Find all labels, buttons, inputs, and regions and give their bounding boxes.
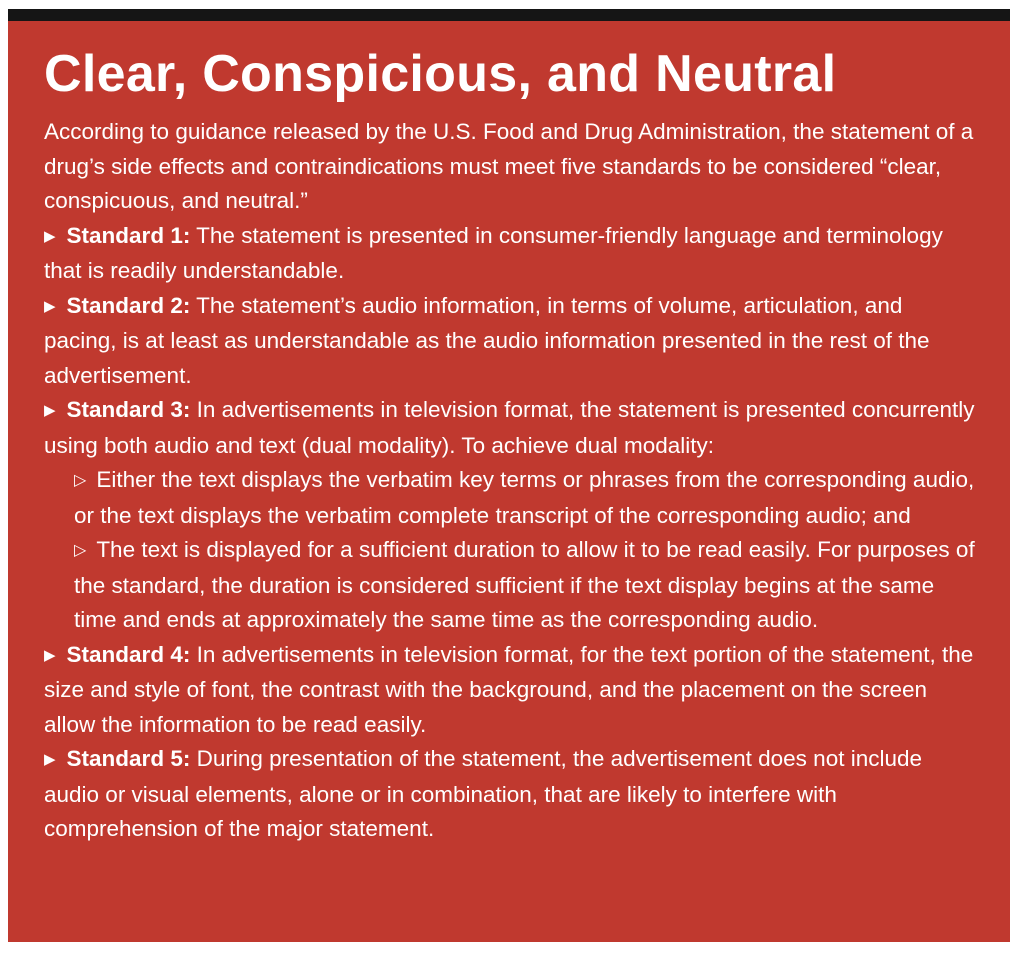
standard-3-item (44, 393, 980, 463)
box-title: Clear, Conspicious, and Neutral (44, 45, 837, 103)
standard-1-label: Standard 1: (66, 222, 191, 248)
standard-1-item (44, 219, 980, 289)
standard-5-text: During presentation of the statement, the advertisement does not include audio or visual elements, alone or in combination, that are likely to interfere with comprehension of the major statement. (44, 746, 923, 841)
triangle-bullet-icon: ▶ (44, 297, 56, 315)
standard-1-text: The statement is presented in consumer-friendly language and terminology that is readily understandable. (44, 222, 943, 283)
outline-triangle-bullet-icon: ▷ (74, 472, 87, 489)
standard-3-subitem-2 (74, 533, 980, 638)
standard-4-item (44, 638, 980, 743)
standard-3-label: Standard 3: (66, 397, 191, 422)
standard-5-label: Standard 5: (66, 746, 191, 771)
subitem-text: Either the text displays the verbatim key terms or phrases from the corresponding audio, or the text displays the verbatim complete transcript of the corresponding audio; and (74, 467, 975, 528)
standard-2-item (44, 289, 980, 394)
top-rule (8, 9, 1010, 21)
standard-2-label: Standard 2: (66, 292, 191, 318)
subitem-text: The text is displayed for a sufficient duration to allow it to be read easily. For purposes of the standard, the duration is considered sufficient if the text display begins at the same time and ends at approximately the same time as the corresponding audio. (74, 537, 975, 632)
triangle-bullet-icon: ▶ (44, 227, 56, 245)
standard-2-text: The statement’s audio information, in terms of volume, articulation, and pacing, is at least as understandable as the audio information presented in the rest of the advertisement. (44, 292, 930, 388)
standard-3-subitem-1 (74, 463, 980, 533)
intro-paragraph: According to guidance released by the U.S. Food and Drug Administration, the statement of a drug’s side effects and contraindications must meet five standards to be considered “clear, conspicuous, and neutral.” (44, 119, 974, 213)
triangle-bullet-icon: ▶ (44, 646, 56, 664)
standard-3-text: In advertisements in television format, the statement is presented concurrently using both audio and text (dual modality). To achieve dual modality: (44, 397, 975, 458)
triangle-bullet-icon: ▶ (44, 402, 56, 419)
standard-4-label: Standard 4: (66, 641, 191, 667)
standard-5-item (44, 742, 980, 847)
outline-triangle-bullet-icon: ▷ (74, 542, 87, 559)
sidebar-box (8, 21, 1010, 942)
standard-4-text: In advertisements in television format, for the text portion of the statement, the size and style of font, the contrast with the background, and the placement on the screen allow the information to be read easily. (44, 641, 974, 737)
triangle-bullet-icon: ▶ (44, 751, 56, 768)
